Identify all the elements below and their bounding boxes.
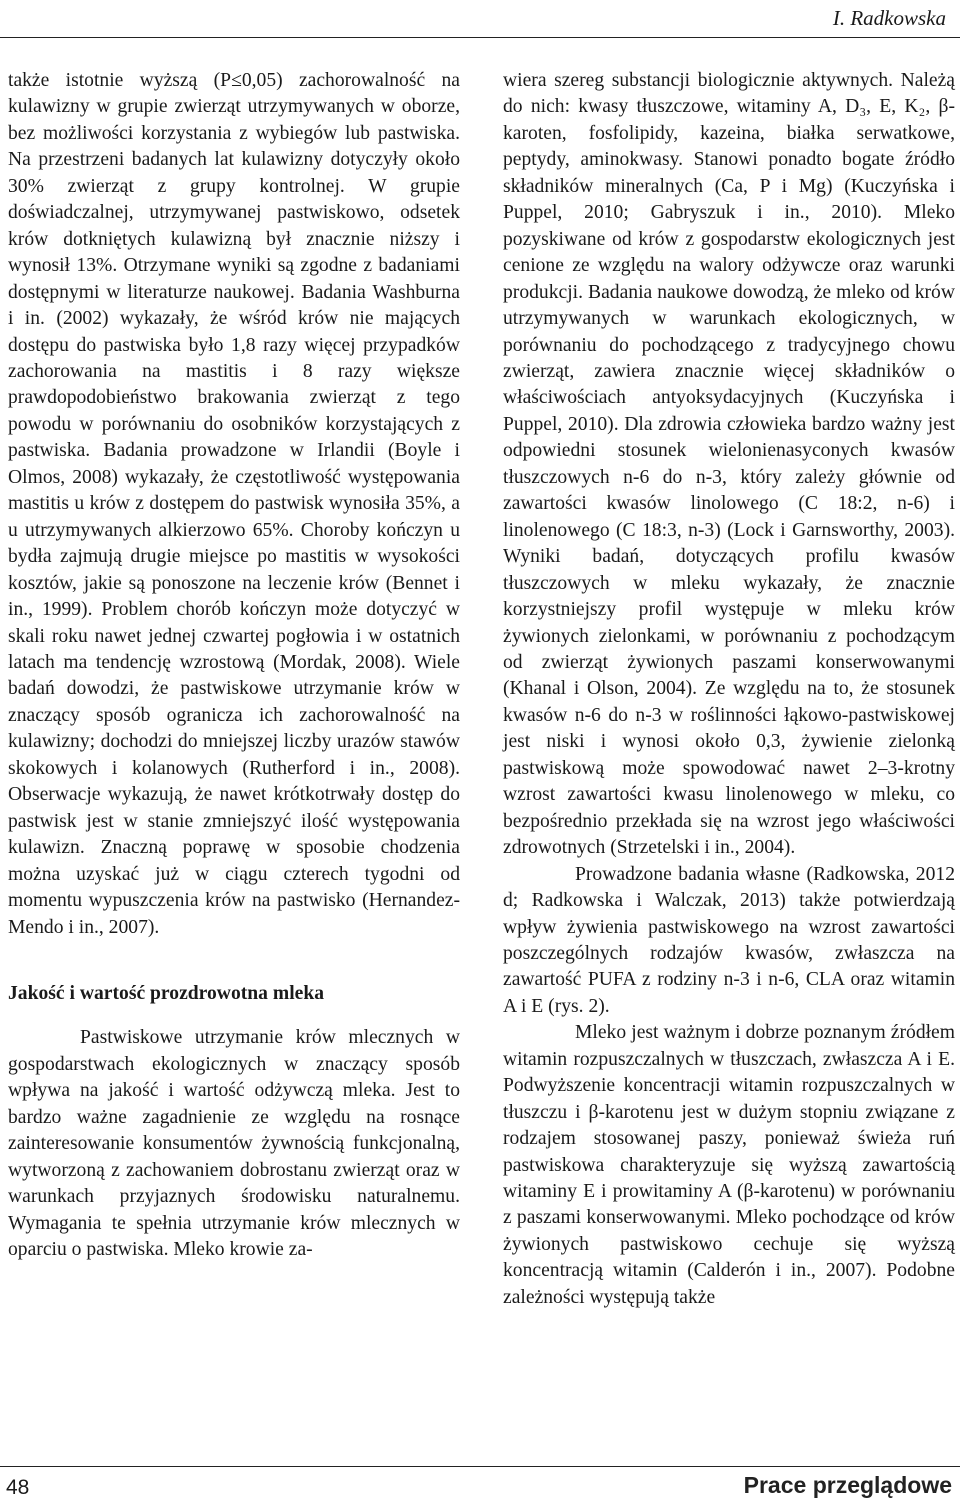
footer-section-title: Prace przeglądowe: [743, 1472, 952, 1498]
page-number: 48: [6, 1476, 30, 1499]
header-rule: [0, 37, 960, 38]
section-heading: Jakość i wartość prozdrowotna mleka: [8, 982, 325, 1004]
right-paragraph-3: Mleko jest ważnym i dobrze poznanym źródłem witamin rozpuszczalnych w tłuszczach, zwłaszcza A i E. Podwyższenie koncentracji witamin rozpuszczalnych w tłuszczu i β-karotenu jest w dużym stopniu związane z rodzajem stosowanej paszy, ponieważ świeża ruń pastwiskowa charakteryzuje się wyższą zawartością witaminy E i prowitaminy A (β-karotenu) w porównaniu z paszami konserwowanymi. Mleko pochodzące od krów żywionych pastwiskowo cechuje się wyższą koncentracją witamin (Calderón i in., 2007). Podobne zależności występują także: [503, 1022, 955, 1308]
footer-rule: [0, 1466, 960, 1467]
right-column: [503, 68, 955, 1311]
running-header-author: I. Radkowska: [832, 6, 946, 30]
right-paragraph-1: wiera szereg substancji biologicznie aktywnych. Należą do nich: kwasy tłuszczowe, witaminy A, D₃, E, K₂, β-karoten, fosfolipidy, kazeina, białka serwatkowe, peptydy, aminokwasy. Stanowi ponadto bogate źródło składników mineralnych (Ca, P i Mg) (Kuczyńska i Puppel, 2010; Gabryszuk i in., 2010). Mleko pozyskiwane od krów z gospodarstw ekologicznych jest cenione ze względu na walory odżywcze oraz warunki produkcji. Badania naukowe dowodzą, że mleko od krów utrzymywanych w warunkach ekologicznych, w porównaniu do pochodzącego z tradycyjnego chowu zwierząt, zawiera znacznie więcej składników o właściwościach antyoksydacyjnych (Kuczyńska i Puppel, 2010). Dla zdrowia człowieka bardzo ważny jest odpowiedni stosunek wielonienasyconych kwasów tłuszczowych n-6 do n-3, który zależy głównie od zawartości kwasów linolowego (C 18:2, n-6) i linolenowego (C 18:3, n-3) (Lock i Garnsworthy, 2003). Wyniki badań, dotyczących profilu kwasów tłuszczowych w mleku wykazały, że znacznie korzystniejszy profil występuje w mleku krów żywionych zielonkami, w porównaniu z pochodzącym od zwierząt żywionych paszami konserwowanymi (Khanal i Olson, 2004). Ze względu na to, że stosunek kwasów n-6 do n-3 w roślinności łąkowo-pastwiskowej jest niski i wynosi około 0,3, żywienie zielonką pastwiskową może spowodować nawet 2–3-krotny wzrost zawartości kwasu linolenowego w mleku, co bezpośrednio przekłada się na wzrost jego właściwości zdrowotnych (Strzetelski i in., 2004).: [503, 70, 955, 859]
left-column: [8, 68, 460, 1263]
left-paragraph-2: Pastwiskowe utrzymanie krów mlecznych w gospodarstwach ekologicznych w znaczący sposób wpływa na jakość i wartość odżywczą mleka. Jest to bardzo ważne zagadnienie ze względu na rosnące zainteresowanie konsumentów żywnością funkcjonalną, wytworzoną z zachowaniem dobrostanu zwierząt oraz w warunkach przyjaznych środowisku naturalnemu. Wymagania te spełnia utrzymanie krów mlecznych w oparciu o pastwiska. Mleko krowie za-: [8, 1027, 460, 1261]
right-paragraph-2: Prowadzone badania własne (Radkowska, 2012 d; Radkowska i Walczak, 2013) także potwierdzają wpływ żywienia pastwiskowego na wzrost zawartości poszczególnych rodzajów kwasów, zwłaszcza na zawartość PUFA z rodziny n-3 i n-6, CLA oraz witamin A i E (rys. 2).: [503, 863, 955, 1017]
left-paragraph-1: także istotnie wyższą (P≤0,05) zachorowalność na kulawizny w grupie zwierząt utrzymywanych w oborze, bez możliwości korzystania z wybiegów lub pastwiska. Na przestrzeni badanych lat kulawizny dotyczyły około 30% zwierząt z grupy kontrolnej. W grupie doświadczalnej, utrzymywanej pastwiskowo, odsetek krów dotkniętych kulawizną był znacznie niższy i wynosił 13%. Otrzymane wyniki są zgodne z badaniami dostępnymi w literaturze naukowej. Badania Washburna i in. (2002) wykazały, że wśród krów nie mających dostępu do pastwiska było 1,8 razy więcej przypadków zachorowania na mastitis i 8 razy większe prawdopodobieństwo brakowania zwierząt z tego powodu w porównaniu do osobników korzystających z pastwiska. Badania prowadzone w Irlandii (Boyle i Olmos, 2008) wykazały, że częstotliwość występowania mastitis u krów z dostępem do pastwisk wynosiła 35%, a u utrzymywanych alkierzowo 65%. Choroby kończyn u bydła zajmują drugie miejsce po mastitis w wysokości kosztów, jakie są ponoszone na leczenie krów (Bennet i in., 1999). Problem chorób kończyn może dotyczyć w skali roku nawet jednej czwartej pogłowia i w ostatnich latach ma tendencję wzrostową (Mordak, 2008). Wiele badań dowodzi, że pastwiskowe utrzymanie krów w znaczący sposób ogranicza ich zachorowalność na kulawizny; dochodzi do mniejszej liczby urazów stawów skokowych i kolanowych (Rutherford i in., 2008). Obserwacje wykazują, że nawet krótkotrwały dostęp do pastwisk jest w stanie zmniejszyć ilość występowania kulawizn. Znaczną poprawę w sposobie chodzenia można uzyskać już w ciągu czterech tygodni od momentu wypuszczenia krów na pastwisko (Hernandez-Mendo i in., 2007).: [8, 70, 460, 938]
